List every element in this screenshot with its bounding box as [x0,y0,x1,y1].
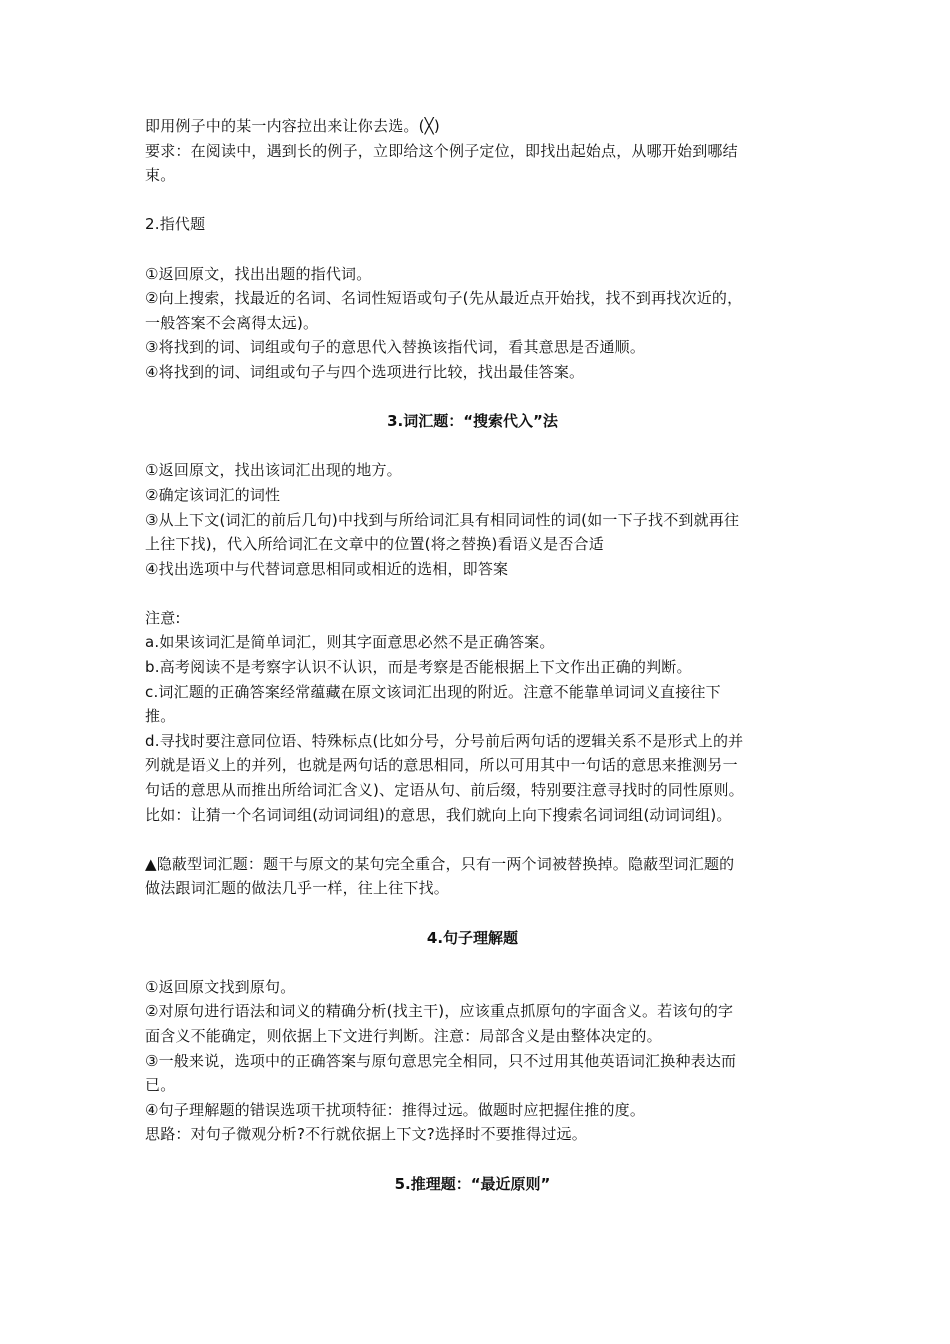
text-line: 推。 [145,707,176,726]
text-line: 一般答案不会离得太远)。 [145,313,319,332]
blank-line [145,385,800,410]
text-line: c.词汇题的正确答案经常蕴藏在原文该词汇出现的附近。注意不能靠单词词义直接往下 [145,682,721,701]
text-line: 2.指代题 [145,215,206,234]
text-line: 列就是语义上的并列，也就是两句话的意思相同，所以可用其中一句话的意思来推测另一 [145,756,738,775]
text-line: ②向上搜索，找最近的名词、名词性短语或句子(先从最近点开始找，找不到再找次近的， [145,289,743,308]
text-line: 比如：让猜一个名词词组(动词词组)的意思，我们就向上向下搜索名词词组(动词词组)。 [145,805,732,824]
text-line: 做法跟词汇题的做法几乎一样，往上往下找。 [145,879,450,898]
text-line: 即用例子中的某一内容拉出来让你去选。(╳) [145,117,440,135]
text-line: 注意: [145,608,181,627]
blank-line [145,827,800,852]
text-line: ④找出选项中与代替词意思相同或相近的选相，即答案 [145,559,509,578]
blank-line [145,237,800,262]
section-heading: 3.词汇题：“搜索代入”法 [387,412,558,431]
text-line: 要求：在阅读中，遇到长的例子，立即给这个例子定位，即找出起始点，从哪开始到哪结 [145,141,738,160]
text-line: a.如果该词汇是简单词汇，则其字面意思必然不是正确答案。 [145,633,555,652]
text-line: b.高考阅读不是考察字认识不认识，而是考察是否能根据上下文作出正确的判断。 [145,658,692,677]
blank-line [145,434,800,459]
blank-line [145,581,800,606]
blank-line [145,901,800,926]
text-line: 束。 [145,166,176,185]
blank-line [145,950,800,975]
text-line: ④句子理解题的错误选项干扰项特征：推得过远。做题时应把握住推的度。 [145,1100,646,1119]
text-line: ②确定该词汇的词性 [145,485,281,504]
text-line: ②对原句进行语法和词义的精确分析(找主干)，应该重点抓原句的字面含义。若该句的字 [145,1002,734,1021]
text-line: ①返回原文，找出该词汇出现的地方。 [145,461,402,480]
section-heading: 5.推理题：“最近原则” [394,1174,551,1193]
blank-line [145,188,800,213]
section-heading: 4.句子理解题 [426,928,519,947]
text-line: 上往下找)，代入所给词汇在文章中的位置(将之替换)看语义是否合适 [145,535,604,554]
text-line: 句话的意思从而推出所给词汇含义)、定语从句、前后缀，特别要注意寻找时的同性原则。 [145,781,744,800]
text-line: ①返回原文找到原句。 [145,977,296,996]
blank-line [145,1147,800,1172]
text-line: d.寻找时要注意同位语、特殊标点(比如分号，分号前后两句话的逻辑关系不是形式上的并 [145,731,744,750]
text-line: 面含义不能确定，则依据上下文进行判断。注意：局部含义是由整体决定的。 [145,1026,662,1045]
text-line: ▲隐蔽型词汇题：题干与原文的某句完全重合，只有一两个词被替换掉。隐蔽型词汇题的 [145,854,735,873]
text-line: ③从上下文(词汇的前后几句)中找到与所给词汇具有相同词性的词(如一下子找不到就再往 [145,510,740,529]
text-line: ④将找到的词、词组或句子与四个选项进行比较，找出最佳答案。 [145,362,585,381]
text-line: 已。 [145,1076,176,1095]
text-line: ①返回原文，找出出题的指代词。 [145,264,372,283]
text-line: ③一般来说，选项中的正确答案与原句意思完全相同，只不过用其他英语词汇换种表达而 [145,1051,737,1070]
text-line: 思路：对句子微观分析?不行就依据上下文?选择时不要推得过远。 [145,1125,587,1144]
text-line: ③将找到的词、词组或句子的意思代入替换该指代词，看其意思是否通顺。 [145,338,646,357]
